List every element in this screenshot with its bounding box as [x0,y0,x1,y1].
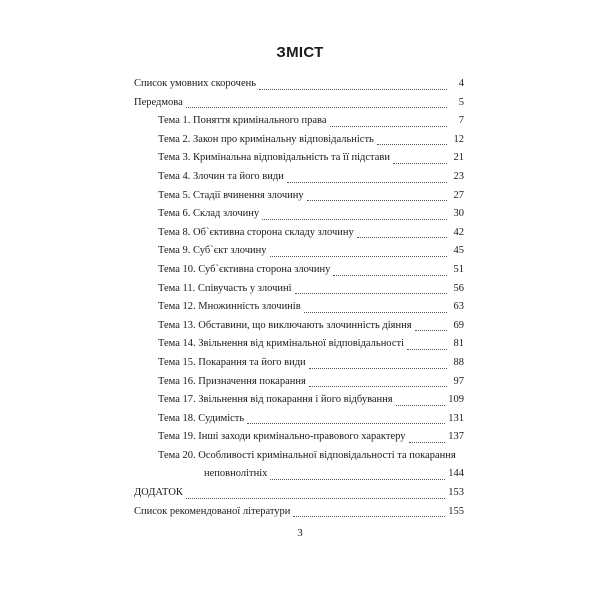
toc-entry-label: Тема 15. Покарання та його види [158,356,306,368]
toc-entry [134,484,464,503]
toc-entry-page: 56 [453,282,464,294]
toc-entry-page: 81 [453,338,464,350]
toc-entry [134,317,464,336]
toc-entry-label: Тема 13. Обставини, що виключають злочинність діяння [158,319,412,331]
page-title: ЗМІСТ [276,44,324,61]
toc-entry-label: Тема 1. Поняття кримінального права [158,115,327,127]
toc-entry [134,187,464,206]
dot-leader [293,515,445,517]
toc-entry [134,280,464,299]
dot-leader [247,422,445,424]
dot-leader [309,367,447,369]
table-of-contents [134,75,464,521]
toc-entry-label: Тема 9. Суб`єкт злочину [158,245,267,257]
dot-leader [393,162,447,164]
toc-entry-label: Тема 18. Судимість [158,412,245,424]
dot-leader [270,255,447,257]
toc-entry-label: Тема 14. Звільнення від кримінальної відповідальності [158,338,404,350]
toc-entry-page: 30 [453,208,464,220]
toc-entry-page: 27 [453,189,464,201]
toc-entry-label: Тема 20. Особливості кримінальної відповідальності та покарання [158,449,456,461]
dot-leader [307,199,447,201]
toc-entry-label: ДОДАТОК [134,487,183,499]
toc-entry [134,335,464,354]
dot-leader [270,478,445,480]
toc-entry-page: 88 [453,356,464,368]
toc-entry-label: Тема 3. Кримінальна відповідальність та її підстави [158,152,391,164]
toc-entry-page: 155 [448,505,464,517]
toc-entry [134,447,464,484]
dot-leader [330,125,447,127]
toc-entry-label-continued: неповнолітніх [204,468,268,480]
toc-entry-page: 109 [448,394,464,406]
toc-entry [134,410,464,429]
toc-entry [134,354,464,373]
toc-entry [134,261,464,280]
toc-entry-label: Передмова [134,96,183,108]
toc-entry-label: Тема 8. Об`єктивна сторона складу злочину [158,226,354,238]
dot-leader [259,88,447,90]
toc-entry [134,131,464,150]
toc-entry-page: 42 [453,226,464,238]
toc-entry-label: Тема 17. Звільнення від покарання і його відбування [158,394,393,406]
dot-leader [377,143,447,145]
toc-entry [134,168,464,187]
toc-entry [134,149,464,168]
dot-leader [396,404,446,406]
toc-entry-label: Тема 2. Закон про кримінальну відповідальність [158,133,374,145]
dot-leader [415,329,447,331]
dot-leader [186,106,447,108]
toc-entry-page: 21 [453,152,464,164]
toc-entry-page: 97 [453,375,464,387]
toc-entry [134,94,464,113]
toc-entry-page: 131 [448,412,464,424]
toc-entry [134,428,464,447]
dot-leader [295,292,447,294]
toc-entry-label: Тема 4. Злочин та його види [158,170,284,182]
toc-entry-label: Список рекомендованої літератури [134,505,291,517]
dot-leader [186,497,445,499]
dot-leader [304,311,447,313]
toc-entry [134,224,464,243]
toc-entry-label: Тема 5. Стадії вчинення злочину [158,189,304,201]
toc-entry-label: Тема 6. Склад злочину [158,208,260,220]
toc-entry [134,112,464,131]
dot-leader [409,441,446,443]
toc-entry-page: 45 [453,245,464,257]
toc-entry [134,373,464,392]
dot-leader [407,348,447,350]
toc-entry-page: 63 [453,301,464,313]
dot-leader [333,274,447,276]
toc-entry-page: 12 [453,133,464,145]
toc-entry [134,503,464,522]
toc-entry [134,391,464,410]
toc-entry-page: 7 [458,115,464,127]
toc-entry-page: 51 [453,263,464,275]
page-number: 3 [297,527,303,539]
toc-entry [134,75,464,94]
dot-leader [262,218,447,220]
dot-leader [309,385,447,387]
toc-entry [134,298,464,317]
toc-entry [134,205,464,224]
toc-entry-page: 137 [448,431,464,443]
toc-entry-label: Тема 12. Множинність злочинів [158,301,301,313]
toc-entry-label: Тема 10. Суб`єктивна сторона злочину [158,263,331,275]
toc-entry-page: 69 [453,319,464,331]
toc-entry-page: 5 [458,96,464,108]
toc-entry-label: Список умовних скорочень [134,78,257,89]
toc-entry-page: 23 [453,170,464,182]
dot-leader [357,236,447,238]
toc-entry [134,242,464,261]
toc-entry-page: 153 [448,487,464,499]
toc-entry-page: 4 [458,78,464,89]
dot-leader [287,181,447,183]
toc-entry-label: Тема 16. Призначення покарання [158,375,306,387]
toc-entry-label: Тема 11. Співучасть у злочині [158,282,292,294]
toc-entry-label: Тема 19. Інші заходи кримінально-правового характеру [158,431,406,443]
toc-entry-page: 144 [448,468,464,480]
